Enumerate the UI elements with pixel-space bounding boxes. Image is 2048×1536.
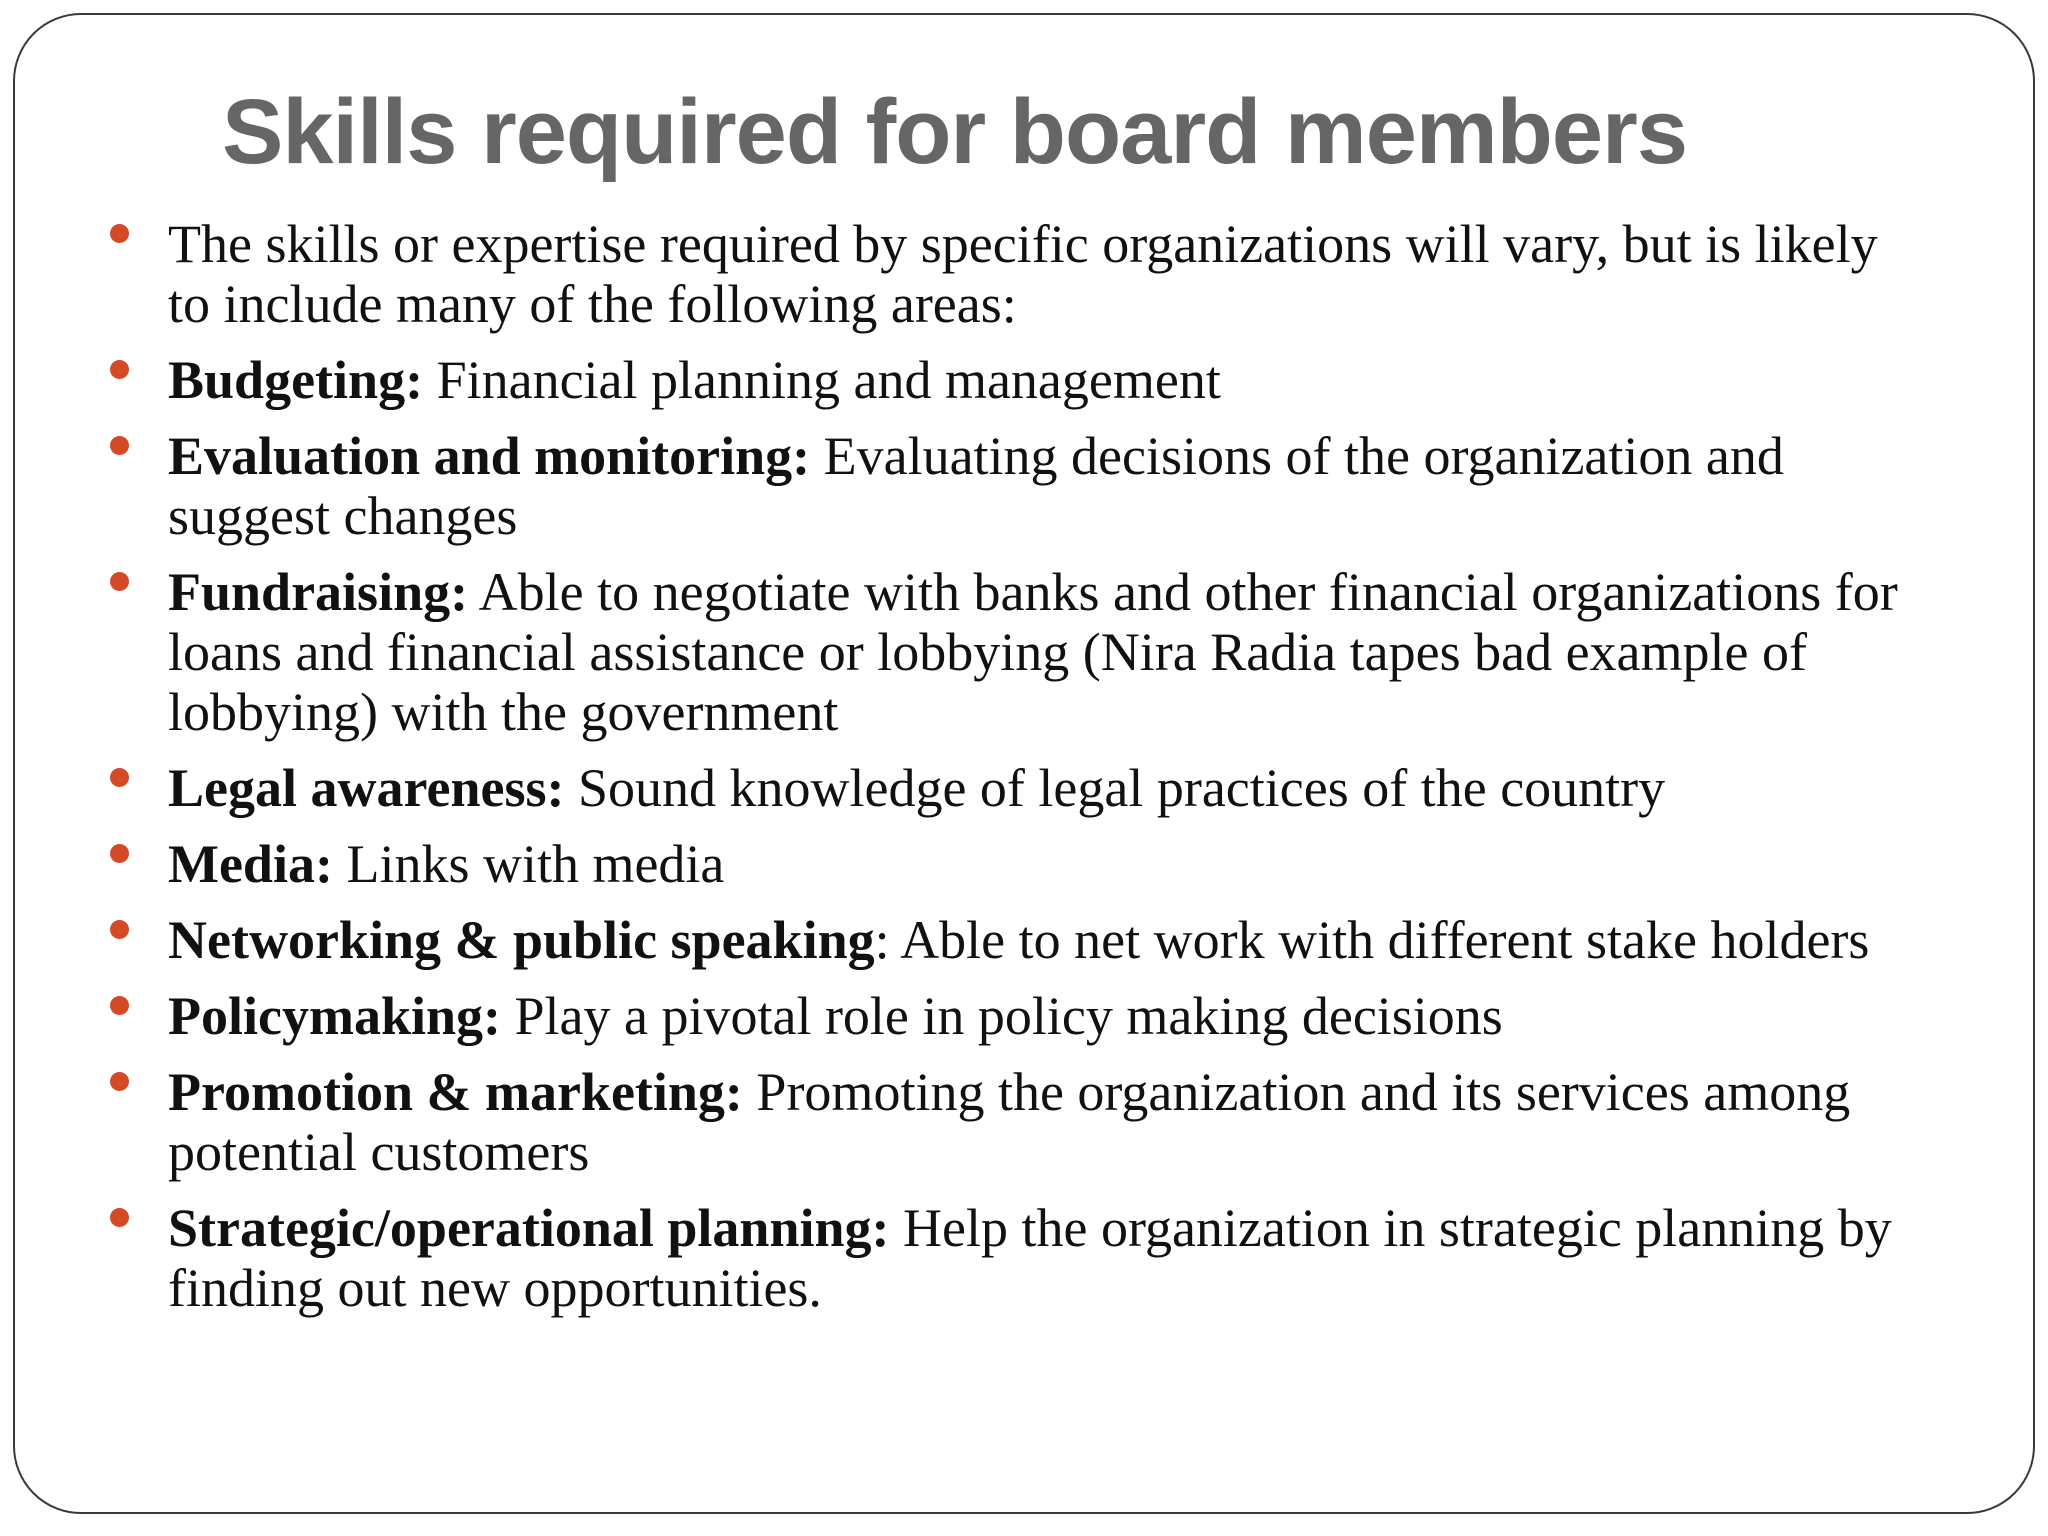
bullet-dot-icon bbox=[110, 920, 129, 939]
list-item bbox=[168, 986, 1928, 1046]
item-term: Strategic/operational planning: bbox=[168, 1198, 890, 1258]
item-text: Links with media bbox=[346, 834, 725, 894]
item-term: Budgeting: bbox=[168, 350, 424, 410]
bullet-list bbox=[168, 214, 1928, 1334]
bullet-dot-icon bbox=[110, 996, 129, 1015]
item-term: Networking & public speaking bbox=[168, 910, 875, 970]
list-item bbox=[168, 214, 1928, 334]
item-term: Policymaking: bbox=[168, 986, 501, 1046]
bullet-dot-icon bbox=[110, 844, 129, 863]
item-text: Able to negotiate with banks and other financial organizations for loans and financial assistance or lobbying (Nira Radia tapes bad example of lobbying) with the government bbox=[168, 562, 1898, 742]
list-item bbox=[168, 350, 1928, 410]
item-text: Play a pivotal role in policy making decisions bbox=[514, 986, 1503, 1046]
item-term: Fundraising: bbox=[168, 562, 469, 622]
item-text: : Able to net work with different stake holders bbox=[874, 910, 1870, 970]
item-term: Evaluation and monitoring: bbox=[168, 426, 811, 486]
item-term: Media: bbox=[168, 834, 333, 894]
item-separator bbox=[423, 350, 437, 410]
list-item bbox=[168, 834, 1928, 894]
item-text: The skills or expertise required by specific organizations will vary, but is likely to include many of the following areas: bbox=[168, 214, 1878, 334]
slide-title: Skills required for board members bbox=[222, 81, 1688, 183]
item-text: Promoting the organization and its services among potential customers bbox=[168, 1062, 1851, 1182]
bullet-dot-icon bbox=[110, 436, 129, 455]
list-item bbox=[168, 910, 1928, 970]
item-term: Legal awareness: bbox=[168, 758, 565, 818]
list-item bbox=[168, 758, 1928, 818]
item-text: Financial planning and management bbox=[436, 350, 1221, 410]
list-item bbox=[168, 426, 1928, 546]
item-separator bbox=[501, 986, 515, 1046]
bullet-dot-icon bbox=[110, 768, 129, 787]
bullet-dot-icon bbox=[110, 1208, 129, 1227]
item-separator bbox=[564, 758, 578, 818]
item-text: Evaluating decisions of the organization and suggest changes bbox=[168, 426, 1784, 546]
item-text: Help the organization in strategic planning by finding out new opportunities. bbox=[168, 1198, 1892, 1318]
bullet-dot-icon bbox=[110, 572, 129, 591]
bullet-dot-icon bbox=[110, 360, 129, 379]
item-separator bbox=[743, 1062, 757, 1122]
item-separator bbox=[810, 426, 824, 486]
list-item bbox=[168, 1062, 1928, 1182]
item-term: Promotion & marketing: bbox=[168, 1062, 743, 1122]
item-text: Sound knowledge of legal practices of the country bbox=[577, 758, 1666, 818]
list-item bbox=[168, 562, 1928, 742]
bullet-dot-icon bbox=[110, 224, 129, 243]
item-separator bbox=[890, 1198, 904, 1258]
item-separator bbox=[333, 834, 347, 894]
bullet-dot-icon bbox=[110, 1072, 129, 1091]
item-separator bbox=[468, 562, 479, 622]
list-item bbox=[168, 1198, 1928, 1318]
